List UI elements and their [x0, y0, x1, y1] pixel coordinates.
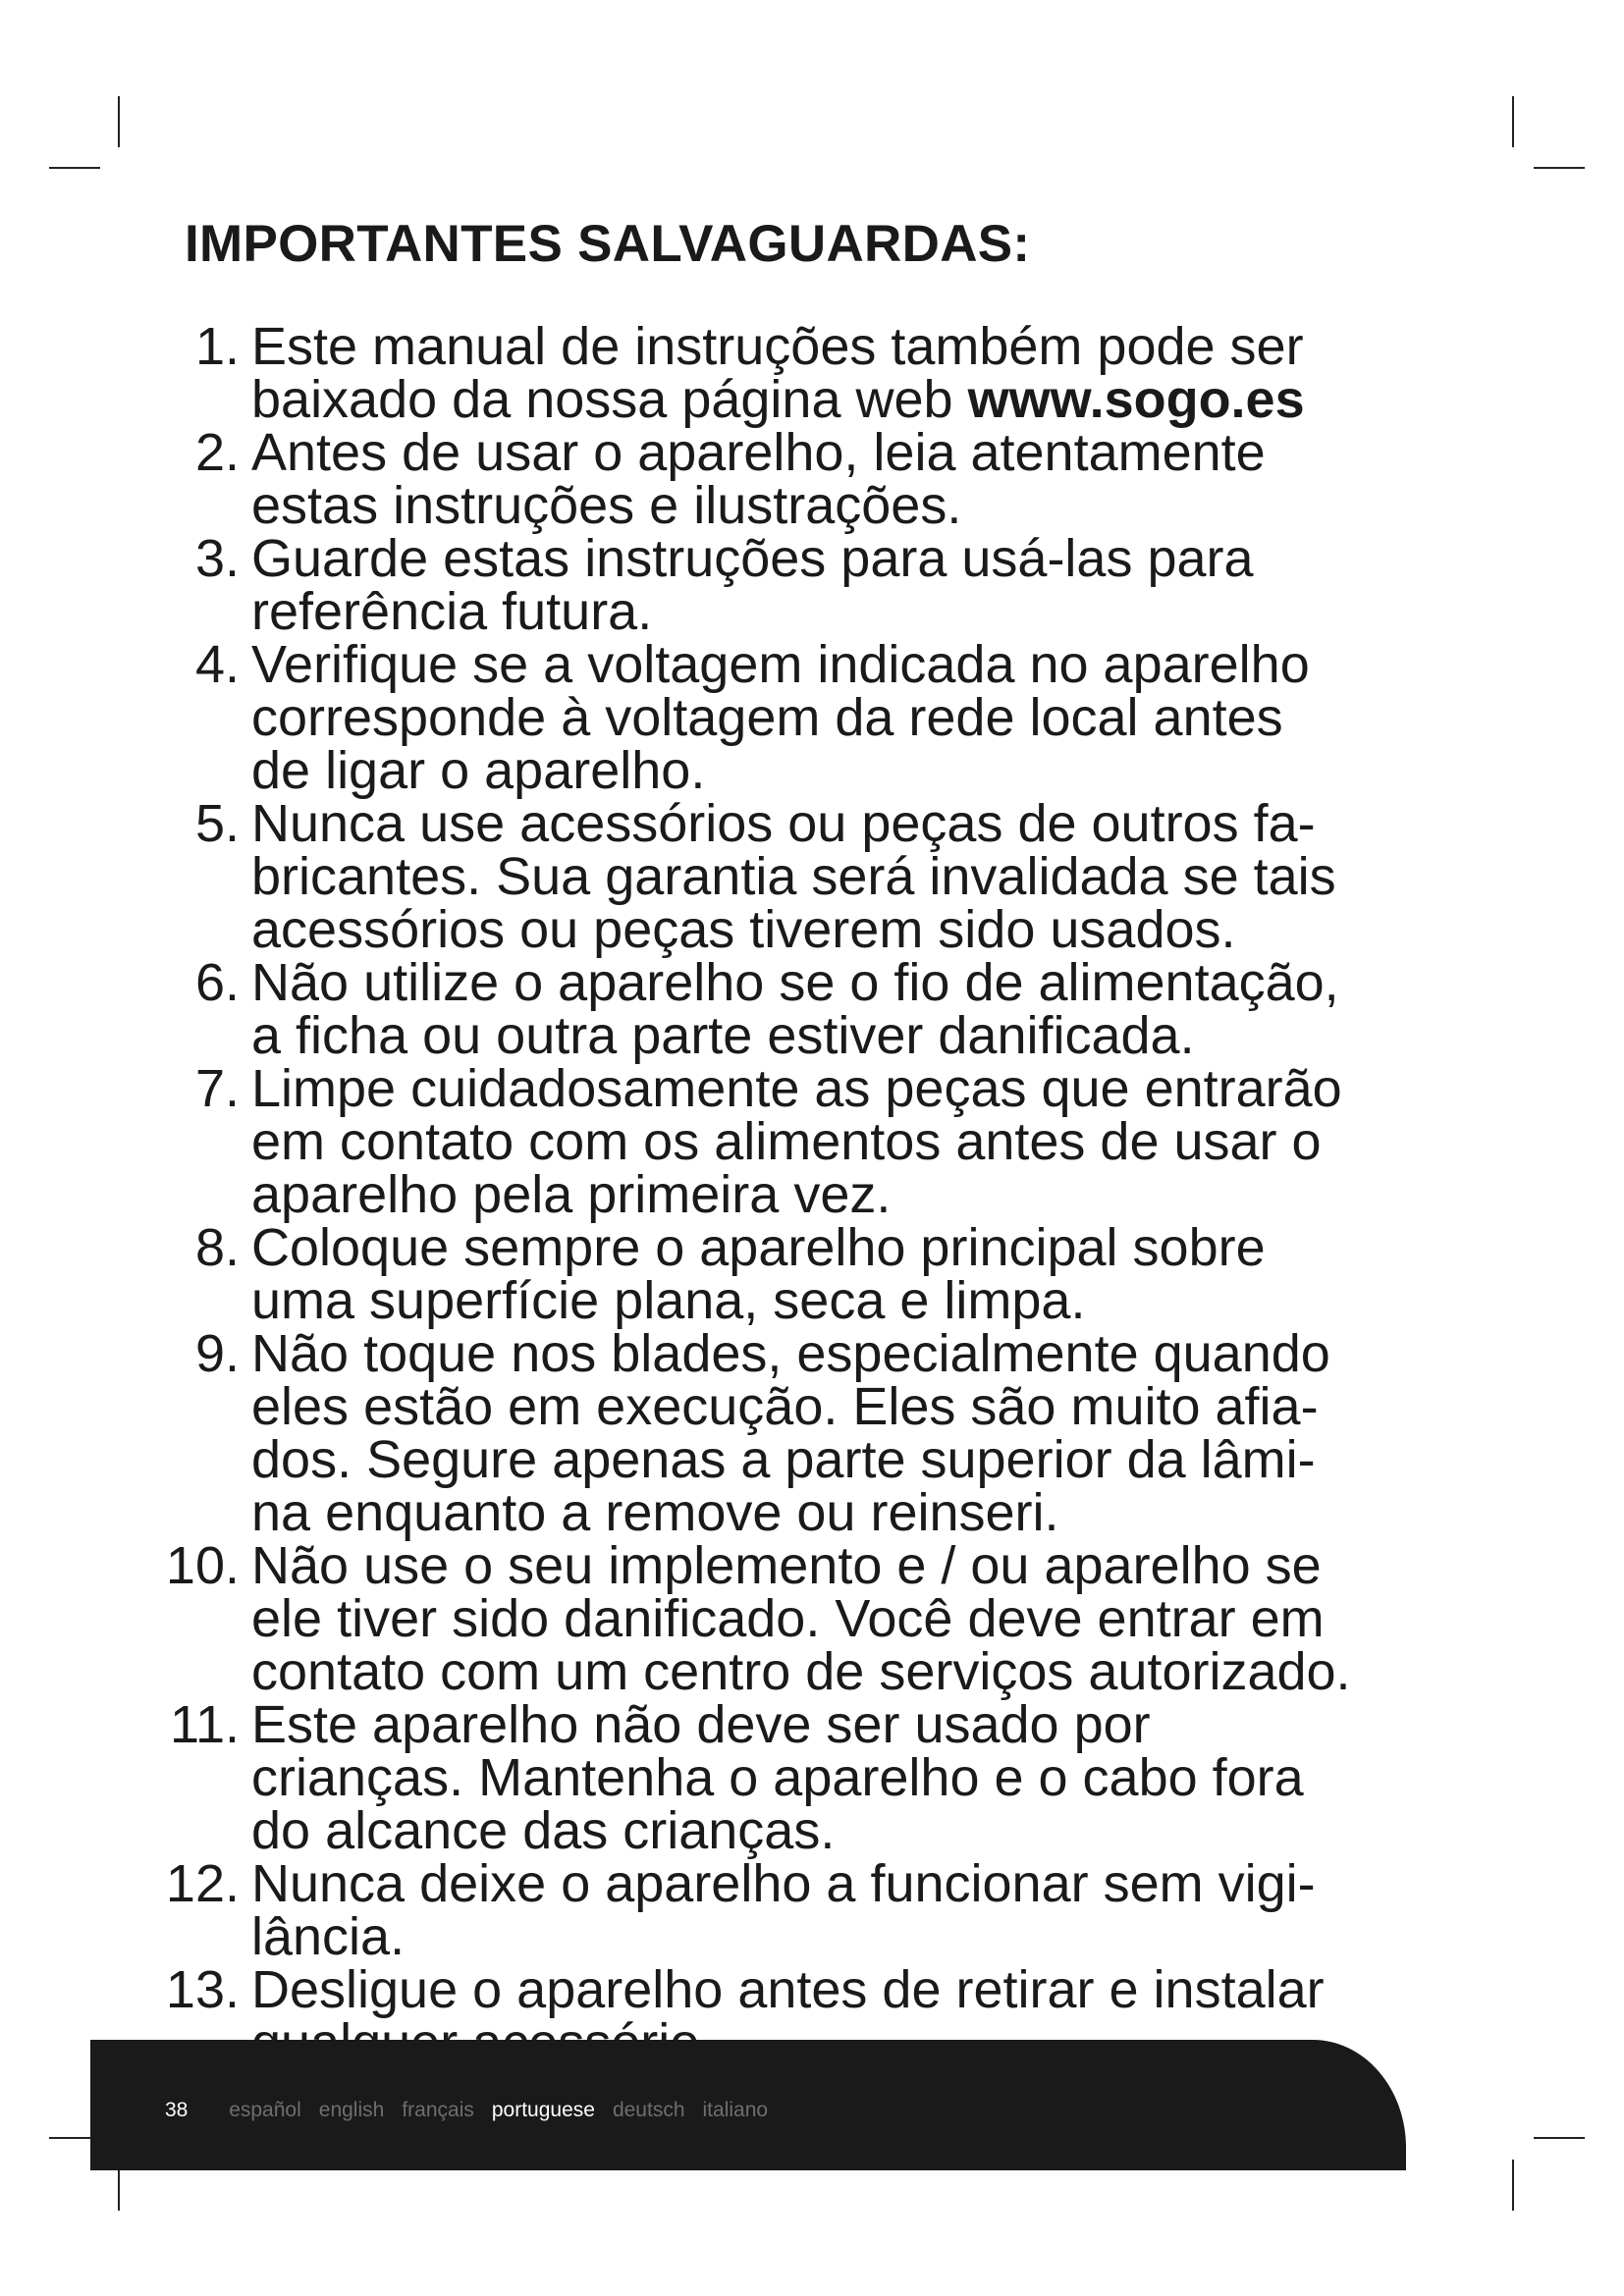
item-line: [251, 1589, 1473, 1648]
item-number: 10.: [165, 1536, 240, 1595]
crop-mark-top-right-horizontal: [1534, 167, 1585, 169]
language-tab-español[interactable]: español: [229, 2099, 301, 2121]
language-tab-deutsch[interactable]: deutsch: [612, 2099, 685, 2121]
item-text: lância.: [251, 1907, 406, 1966]
footer-navigation: [165, 2097, 785, 2124]
item-text: Não utilize o aparelho se o fio de alimentação,: [251, 953, 1339, 1012]
item-text: uma superfície plana, seca e limpa.: [251, 1271, 1086, 1330]
item-line: [251, 529, 1473, 588]
item-line: [251, 1801, 1473, 1860]
list-item: [157, 1059, 1473, 1224]
item-line: [251, 688, 1473, 747]
item-text: baixado da nossa página web: [251, 370, 968, 429]
item-line: [251, 1748, 1473, 1807]
item-text: dos. Segure apenas a parte superior da lâmi-: [251, 1430, 1316, 1489]
item-text: Verifique se a voltagem indicada no aparelho: [251, 635, 1310, 694]
item-text: aparelho pela primeira vez.: [251, 1165, 892, 1224]
list-item: [157, 635, 1473, 800]
item-line: [251, 794, 1473, 853]
item-number: 3.: [194, 529, 240, 588]
item-number: 7.: [194, 1059, 240, 1118]
item-text: eles estão em execução. Eles são muito afia-: [251, 1377, 1319, 1436]
item-text: Este aparelho não deve ser usado por: [251, 1695, 1151, 1754]
page-title: IMPORTANTES SALVAGUARDAS:: [185, 215, 1031, 273]
item-line: [251, 1854, 1473, 1913]
item-text: acessórios ou peças tiverem sido usados.: [251, 900, 1236, 959]
item-line: [251, 900, 1473, 959]
item-number: 4.: [194, 635, 240, 694]
item-line: [251, 370, 1473, 429]
language-tab-portuguese[interactable]: portuguese: [491, 2099, 595, 2121]
item-line: [251, 1271, 1473, 1330]
item-number: 1.: [194, 317, 240, 376]
list-item: [157, 529, 1473, 641]
page-number: 38: [165, 2099, 189, 2121]
crop-mark-bottom-right-horizontal: [1534, 2137, 1585, 2139]
item-line: [251, 1165, 1473, 1224]
list-item: [157, 1324, 1473, 1542]
item-text: a ficha ou outra parte estiver danificada.: [251, 1006, 1195, 1065]
list-item: [157, 1218, 1473, 1330]
item-line: [251, 317, 1473, 376]
item-line: [251, 1695, 1473, 1754]
item-line: [251, 1059, 1473, 1118]
list-item: [157, 953, 1473, 1065]
list-item: [157, 423, 1473, 535]
item-number: 2.: [194, 423, 240, 482]
item-line: [251, 1907, 1473, 1966]
item-line: [251, 1112, 1473, 1171]
item-line: [251, 953, 1473, 1012]
language-tab-english[interactable]: english: [318, 2099, 385, 2121]
item-text: Não toque nos blades, especialmente quando: [251, 1324, 1330, 1383]
item-line: [251, 1536, 1473, 1595]
item-text: corresponde à voltagem da rede local antes: [251, 688, 1283, 747]
item-number: 5.: [194, 794, 240, 853]
item-line: [251, 741, 1473, 800]
crop-mark-top-left-vertical: [118, 96, 120, 147]
item-line: [251, 1430, 1473, 1489]
item-text: Nunca deixe o aparelho a funcionar sem vigi-: [251, 1854, 1316, 1913]
item-line: [251, 1006, 1473, 1065]
item-text: estas instruções e ilustrações.: [251, 476, 962, 535]
item-text: Limpe cuidadosamente as peças que entrarão: [251, 1059, 1342, 1118]
item-text: Coloque sempre o aparelho principal sobre: [251, 1218, 1266, 1277]
website-link[interactable]: www.sogo.es: [967, 370, 1305, 429]
item-line: [251, 1324, 1473, 1383]
item-text: na enquanto a remove ou reinseri.: [251, 1483, 1059, 1542]
item-line: [251, 582, 1473, 641]
item-text: Desligue o aparelho antes de retirar e instalar: [251, 1960, 1325, 2019]
language-tab-français[interactable]: français: [402, 2099, 474, 2121]
item-text: Antes de usar o aparelho, leia atentamente: [251, 423, 1266, 482]
item-line: [251, 1483, 1473, 1542]
crop-mark-top-right-vertical: [1512, 96, 1514, 147]
item-text: crianças. Mantenha o aparelho e o cabo fora: [251, 1748, 1304, 1807]
item-text: Este manual de instruções também pode ser: [251, 317, 1304, 376]
item-number: 6.: [194, 953, 240, 1012]
item-text: contato com um centro de serviços autorizado.: [251, 1642, 1351, 1701]
crop-mark-top-left-horizontal: [49, 167, 100, 169]
item-line: [251, 1218, 1473, 1277]
item-text: bricantes. Sua garantia será invalidada se tais: [251, 847, 1336, 906]
item-text: referência futura.: [251, 582, 653, 641]
item-number: 13.: [165, 1960, 240, 2019]
list-item: [157, 317, 1473, 429]
list-item: [157, 794, 1473, 959]
item-text: Não use o seu implemento e / ou aparelho se: [251, 1536, 1322, 1595]
item-text: em contato com os alimentos antes de usar o: [251, 1112, 1322, 1171]
item-number: 9.: [194, 1324, 240, 1383]
item-line: [251, 476, 1473, 535]
item-number: 12.: [165, 1854, 240, 1913]
item-number: 8.: [194, 1218, 240, 1277]
list-item: [157, 1695, 1473, 1860]
item-line: [251, 1960, 1473, 2019]
language-tab-italiano[interactable]: italiano: [702, 2099, 769, 2121]
list-item: [157, 1536, 1473, 1701]
item-number: 11.: [169, 1695, 240, 1754]
item-line: [251, 423, 1473, 482]
item-text: Nunca use acessórios ou peças de outros fa-: [251, 794, 1316, 853]
item-text: Guarde estas instruções para usá-las para: [251, 529, 1254, 588]
item-line: [251, 847, 1473, 906]
item-text: de ligar o aparelho.: [251, 741, 706, 800]
crop-mark-bottom-right-vertical: [1512, 2160, 1514, 2211]
safeguards-list: [157, 317, 1473, 2069]
item-line: [251, 635, 1473, 694]
item-line: [251, 1377, 1473, 1436]
list-item: [157, 1854, 1473, 1966]
item-text: do alcance das crianças.: [251, 1801, 836, 1860]
item-text: ele tiver sido danificado. Você deve entrar em: [251, 1589, 1325, 1648]
item-line: [251, 1642, 1473, 1701]
